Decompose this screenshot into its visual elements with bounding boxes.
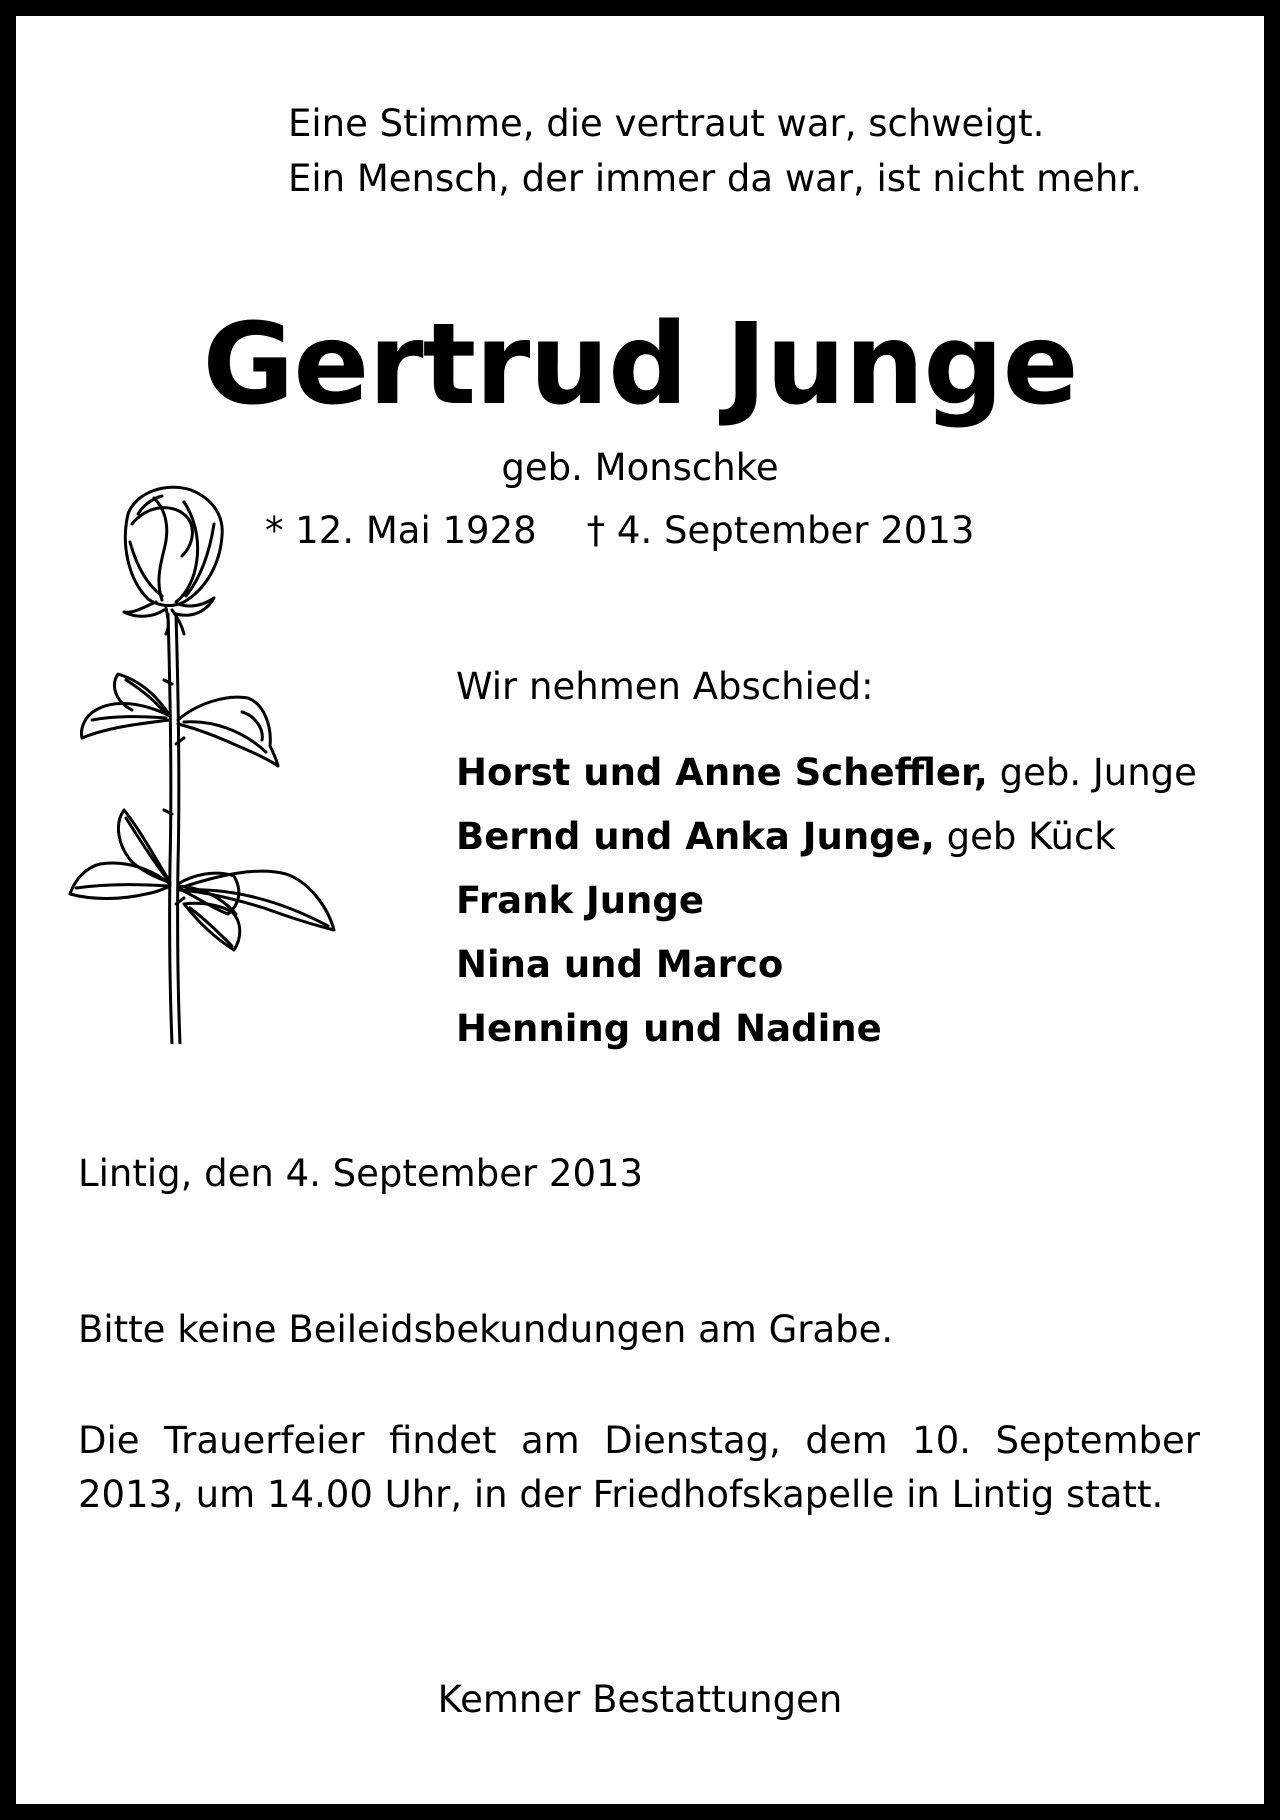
mourner-names: Horst und Anne Scheffler, <box>456 751 988 794</box>
mourner-suffix: geb Kück <box>946 815 1116 858</box>
birth-name: geb. Monschke <box>501 446 779 489</box>
mourner-names: Bernd und Anka Junge, <box>456 815 935 858</box>
life-dates <box>265 507 974 555</box>
place-and-date: Lintig, den 4. September 2013 <box>78 1152 644 1195</box>
mourner-names: Henning und Nadine <box>456 1007 882 1050</box>
mourner-suffix: geb. Junge <box>999 751 1197 794</box>
deceased-name: Gertrud Junge <box>202 300 1078 430</box>
mourner-row <box>456 741 1197 805</box>
mourners-list <box>456 741 1197 1061</box>
mourner-row <box>456 869 1197 933</box>
undertaker-name: Kemner Bestattungen <box>437 1678 843 1721</box>
mourner-row <box>456 805 1197 869</box>
memorial-verse <box>288 96 1142 206</box>
mourner-row <box>456 997 1197 1061</box>
mourner-row <box>456 933 1197 997</box>
ceremony-notice: Die Trauerfeier findet am Dienstag, dem 10. September 2013, um 14.00 Uhr, in der Friedhofskapelle in Lintig statt. <box>78 1419 1200 1516</box>
mourner-names: Nina und Marco <box>456 943 784 986</box>
farewell-heading: Wir nehmen Abschied: <box>456 665 874 708</box>
verse-line-2: Ein Mensch, der immer da war, ist nicht mehr. <box>288 157 1142 200</box>
verse-line-1: Eine Stimme, die vertraut war, schweigt. <box>288 102 1045 145</box>
mourner-names: Frank Junge <box>456 879 704 922</box>
death-date: † 4. September 2013 <box>586 509 975 552</box>
condolence-notice: Bitte keine Beileidsbekundungen am Grabe. <box>78 1308 894 1351</box>
birth-date: * 12. Mai 1928 <box>265 509 537 552</box>
rose-icon <box>66 484 346 1044</box>
